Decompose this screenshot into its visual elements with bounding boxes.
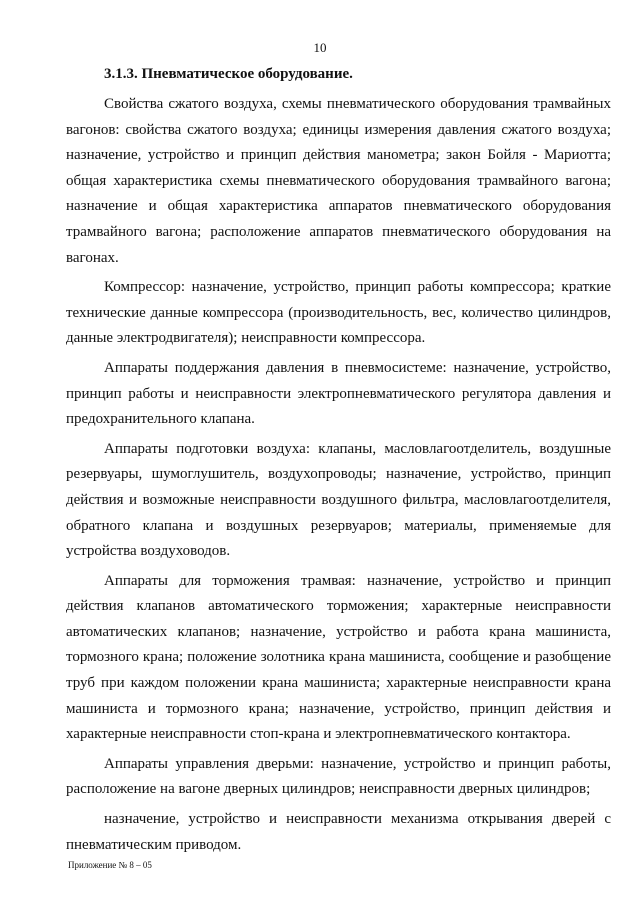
paragraph-compressor: Компрессор: назначение, устройство, принцип работы компрессора; краткие технические данные компрессора (производительность, вес, количество цилиндров, данные электродвигателя); неисправности компрессора. (66, 279, 611, 347)
paragraph-pneumatic-properties: Свойства сжатого воздуха, схемы пневматического оборудования трамвайных вагонов: свойства сжатого воздуха; единицы измерения давления сжатого воздуха; назначение, устройство и принцип действия манометра; закон Бойля - Мариотта; общая характеристика схемы пневматического оборудования трамвайного вагона; назначение и общая характеристика аппаратов пневматического оборудования трамвайного вагона; расположение аппаратов пневматического оборудования на вагонах. (66, 96, 611, 266)
paragraph-braking: Аппараты для торможения трамвая: назначение, устройство и принцип действия клапанов автоматического торможения; характерные неисправности автоматических клапанов; назначение, устройство и работа крана машиниста, тормозного крана; положение золотника крана машиниста, сообщение и разобщение труб при каждом положении крана машиниста; характерные неисправности крана машиниста и тормозного крана; назначение, устройство, принцип действия и характерные неисправности стоп-крана и электропневматического контактора. (66, 572, 611, 743)
footer-appendix: Приложение № 8 – 05 (68, 860, 152, 870)
paragraph-pressure-maintenance: Аппараты поддержания давления в пневмосистеме: назначение, устройство, принцип работы и неисправности электропневматического регулятора давления и предохранительного клапана. (66, 359, 611, 428)
paragraph-air-preparation: Аппараты подготовки воздуха: клапаны, масловлагоотделитель, воздушные резервуары, шумоглушитель, воздухопроводы; назначение, устройство, принцип действия и возможные неисправности воздушного фильтра, масловлагоотделителя, обратного клапана и воздушных резервуаров; материалы, применяемые для устройства воздуховодов. (66, 440, 611, 560)
body-text (66, 92, 611, 862)
paragraph-door-mechanism: назначение, устройство и неисправности механизма открывания дверей с пневматическим приводом. (66, 811, 611, 853)
section-heading: 3.1.3. Пневматическое оборудование. (104, 66, 353, 82)
page-number: 10 (313, 40, 327, 55)
paragraph-door-control: Аппараты управления дверьми: назначение, устройство и принцип работы, расположение на вагоне дверных цилиндров; неисправности дверных цилиндров; (66, 755, 611, 798)
